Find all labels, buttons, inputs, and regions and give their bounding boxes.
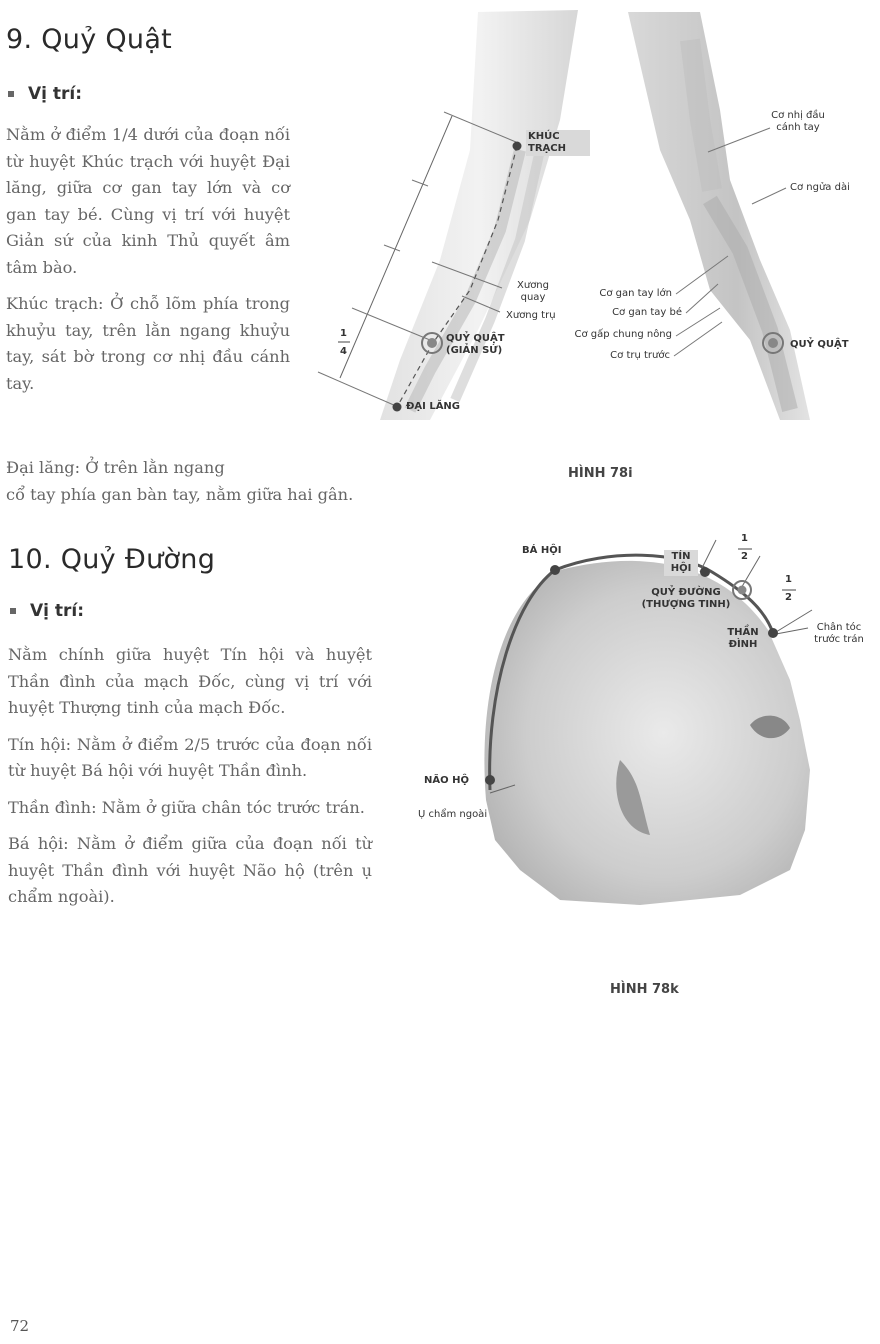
fraction-2-denominator: 2 xyxy=(785,592,792,603)
label-line: ĐÌNH xyxy=(728,639,758,650)
figure-78k-caption: HÌNH 78k xyxy=(610,982,679,997)
fraction-1-numerator: 1 xyxy=(741,533,748,544)
nao-ho-point xyxy=(485,775,495,785)
paragraph: Tín hội: Nằm ở điểm 2/5 trước của đoạn nối từ huyệt Bá hội với huyệt Thần đình. xyxy=(8,734,372,780)
label-line: Cơ nhị đầu xyxy=(771,110,825,121)
label-quy-quat-right: QUỶ QUẬT xyxy=(790,339,849,350)
paragraph: Nằm chính giữa huyệt Tín hội và huyệt Thần đình của mạch Đốc, cùng vị trí với huyệt Thượng tinh của mạch Đốc. xyxy=(8,645,372,717)
label-co-gap-chung-nong: Cơ gấp chung nông xyxy=(574,329,672,340)
fraction-denominator: 4 xyxy=(340,346,347,357)
label-than-dinh xyxy=(722,627,764,651)
label-co-tru-truoc: Cơ trụ trước xyxy=(610,350,670,361)
label-gian-su: (GIẢN SỨ) xyxy=(446,345,503,356)
label-chan-toc xyxy=(806,622,872,646)
quy-duong-point xyxy=(738,586,747,595)
label-co-gan-tay-be: Cơ gan tay bé xyxy=(612,307,682,318)
paragraph: Khúc trạch: Ở chỗ lõm phía trong khuỷu tay, trên lằn ngang khuỷu tay, sát bờ trong cơ nhị đầu cánh tay. xyxy=(6,294,290,393)
label-line: THẦN xyxy=(727,627,759,638)
section-9-title: 9. Quỷ Quật xyxy=(6,24,173,55)
label-nao-ho: NÃO HỘ xyxy=(424,775,469,786)
paragraph: Thần đình: Nằm ở giữa chân tóc trước trán. xyxy=(8,797,365,817)
fraction-numerator: 1 xyxy=(340,328,347,339)
label-line: TÍN xyxy=(671,551,691,562)
ba-hoi-point xyxy=(550,565,560,575)
label-dai-lang: ĐẠI LĂNG xyxy=(406,401,461,412)
paragraph: Bá hội: Nằm ở điểm giữa của đoạn nối từ huyệt Thần đình với huyệt Não hộ (trên ụ chẩm ngoài). xyxy=(8,834,372,906)
fraction-1-denominator: 2 xyxy=(741,551,748,562)
label-xuong-tru: Xương trụ xyxy=(506,310,556,321)
label-xuong-quay: Xương quay xyxy=(517,280,549,303)
label-khuc-trach: KHÚC TRẠCH xyxy=(526,130,590,156)
label-line: Chân tóc xyxy=(816,622,862,633)
fraction-2-numerator: 1 xyxy=(785,574,792,585)
subheading-label: Vị trí: xyxy=(28,84,83,104)
subheading-label: Vị trí: xyxy=(30,601,85,621)
label-u-cham-ngoai: Ụ chẩm ngoài xyxy=(418,809,488,820)
than-dinh-point xyxy=(768,628,778,638)
label-quy-quat-left: QUỶ QUẬT xyxy=(446,333,505,344)
label-line: (THƯỢNG TINH) xyxy=(641,599,731,610)
label-line: trước trán xyxy=(814,634,864,645)
label-line: cánh tay xyxy=(776,122,820,133)
label-co-ngua-dai: Cơ ngửa dài xyxy=(790,182,850,193)
paragraph: Nằm ở điểm 1/4 dưới của đoạn nối từ huyệt Khúc trạch với huyệt Đại lăng, giữa cơ gan tay lớn và cơ gan tay bé. Cùng vị trí với huyệt Giản sứ của kinh Thủ quyết âm tâm bào. xyxy=(6,125,290,277)
label-co-gan-tay-lon: Cơ gan tay lớn xyxy=(599,288,672,299)
measure-line xyxy=(700,540,716,572)
paragraph-dai-lang-line1: Đại lăng: Ở trên lằn ngang xyxy=(6,458,225,477)
paragraph-dai-lang-line2: cổ tay phía gan bàn tay, nằm giữa hai gân. xyxy=(6,485,354,504)
label-tin-hoi xyxy=(664,550,698,576)
label-ba-hoi: BÁ HỘI xyxy=(522,545,562,556)
section-10-title: 10. Quỷ Đường xyxy=(8,544,216,575)
figure-78i-caption: HÌNH 78i xyxy=(568,466,633,481)
label-quy-duong xyxy=(634,587,738,611)
page-number: 72 xyxy=(10,1317,30,1335)
tin-hoi-point xyxy=(700,567,710,577)
label-line: HỘI xyxy=(670,563,692,574)
label-line: QUỶ ĐƯỜNG xyxy=(651,587,721,598)
